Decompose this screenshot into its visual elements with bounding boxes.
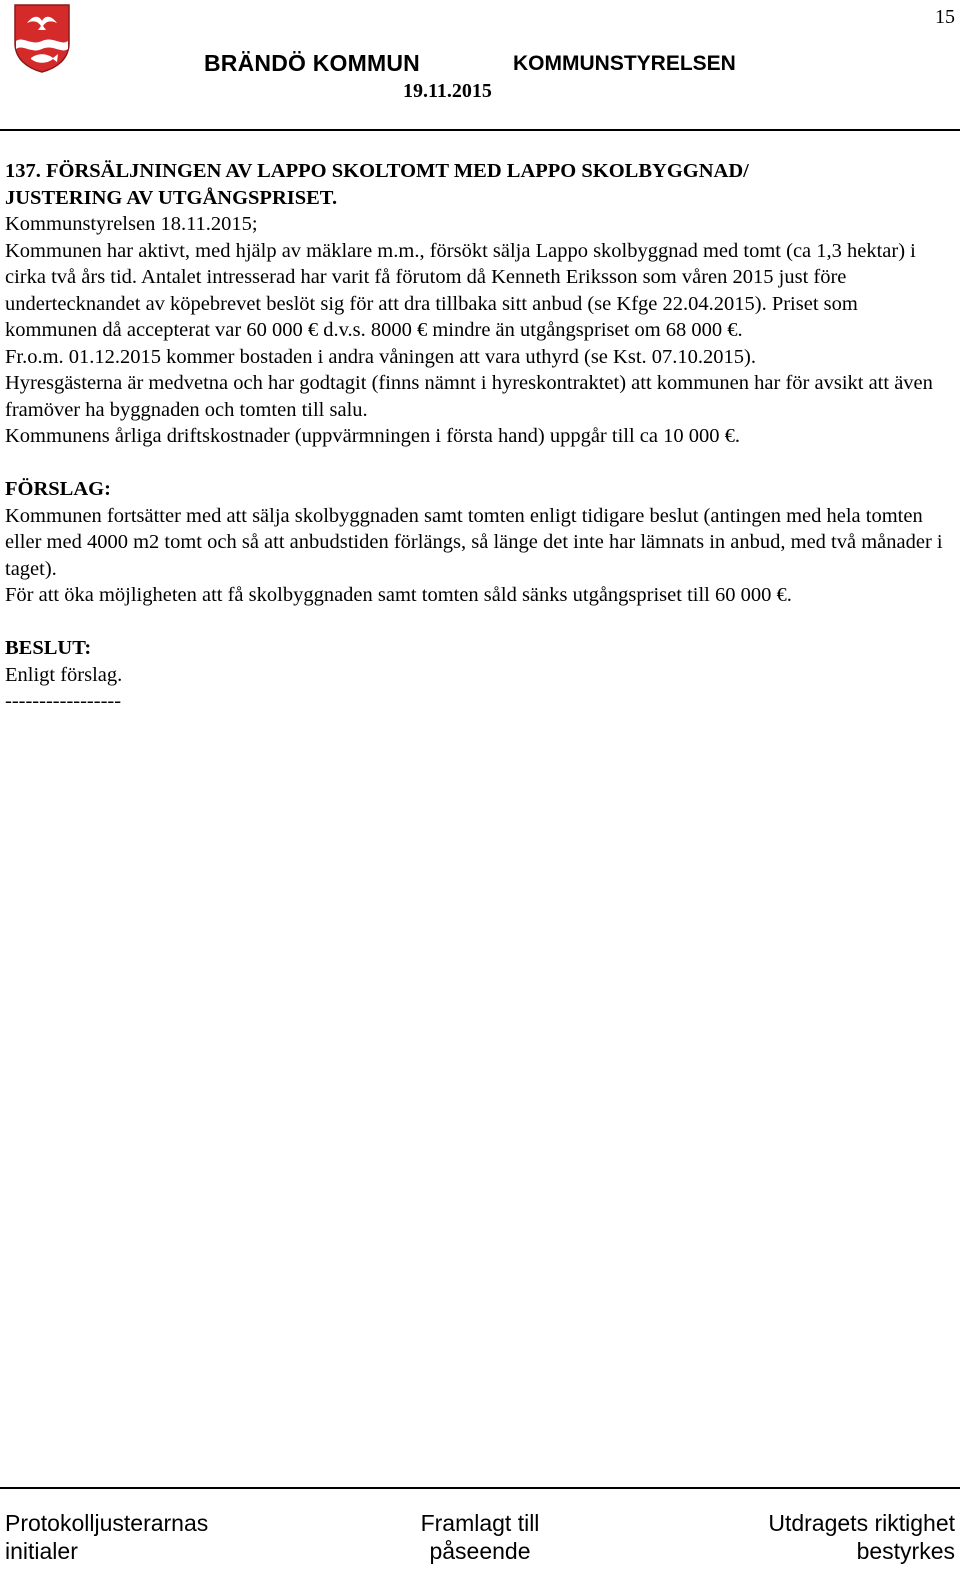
item-heading-line2: JUSTERING AV UTGÅNGSPRISET.	[5, 186, 338, 209]
footer-public-display	[380, 1509, 580, 1565]
item-heading-line1: 137. FÖRSÄLJNINGEN AV LAPPO SKOLTOMT MED LAPPO SKOLBYGGNAD/	[5, 160, 749, 182]
footer-divider	[0, 1487, 960, 1489]
decision-label: BESLUT:	[5, 637, 92, 659]
body-paragraph: Kommunens årliga driftskostnader (uppvärmningen i första hand) uppgår till ca 10 000 €.	[5, 425, 740, 447]
board-name: KOMMUNSTYRELSEN	[513, 52, 736, 75]
footer-initials-line1: Protokolljusterarnas	[5, 1510, 209, 1536]
organization-name: BRÄNDÖ KOMMUN	[204, 50, 420, 76]
proposal-paragraph: Kommunen fortsätter med att sälja skolbyggnaden samt tomten enligt tidigare beslut (antingen med hela tomten eller med 4000 m2 tomt och så att anbudstiden förlängs, så länge det inte har lämnats in anbud, med två månader i taget).	[5, 504, 943, 580]
body-paragraph: Fr.o.m. 01.12.2015 kommer bostaden i andra våningen att vara uthyrd (se Kst. 07.10.2015).	[5, 345, 756, 368]
decision-text: Enligt förslag.	[5, 663, 123, 686]
spacer	[5, 609, 955, 636]
body-paragraph: Kommunen har aktivt, med hjälp av mäklare m.m., försökt sälja Lappo skolbyggnad med tomt (ca 1,3 hektar) i cirka två års tid. Antalet intresserad har varit få förutom då Kenneth Eriksson som våren 2015 just före undertecknandet av köpebrevet beslöt sig för att dra tillbaka sitt anbud (se Kfge 22.04.2015). Priset som kommunen då accepterat var 60 000 € d.v.s. 8000 € mindre än utgångspriset om 68 000 €.	[5, 239, 916, 341]
footer-public-display-line1: Framlagt till	[420, 1510, 540, 1536]
header-divider	[0, 129, 960, 131]
footer-certification-line2: bestyrkes	[856, 1538, 955, 1564]
footer-certification-line1: Utdragets riktighet	[768, 1510, 955, 1536]
footer-public-display-line2: påseende	[429, 1538, 531, 1564]
spacer	[5, 450, 955, 477]
proposal-paragraph: För att öka möjligheten att få skolbyggnaden samt tomten såld sänks utgångspriset till 60 000 €.	[5, 584, 792, 606]
body-paragraph: Hyresgästerna är medvetna och har godtagit (finns nämnt i hyreskontraktet) att kommunen har för avsikt att även framöver ha byggnaden och tomten till salu.	[5, 372, 933, 421]
proposal-label: FÖRSLAG:	[5, 478, 111, 500]
footer-initials-line2: initialer	[5, 1538, 78, 1564]
footer-certification	[768, 1509, 955, 1565]
footer-initials	[5, 1509, 208, 1565]
meeting-date: 19.11.2015	[403, 80, 492, 102]
municipality-coat-of-arms	[13, 3, 71, 73]
item-meta: Kommunstyrelsen 18.11.2015;	[5, 213, 258, 235]
page-number: 15	[935, 6, 955, 28]
minutes-item	[5, 158, 955, 715]
separator-line: -----------------	[5, 690, 122, 712]
